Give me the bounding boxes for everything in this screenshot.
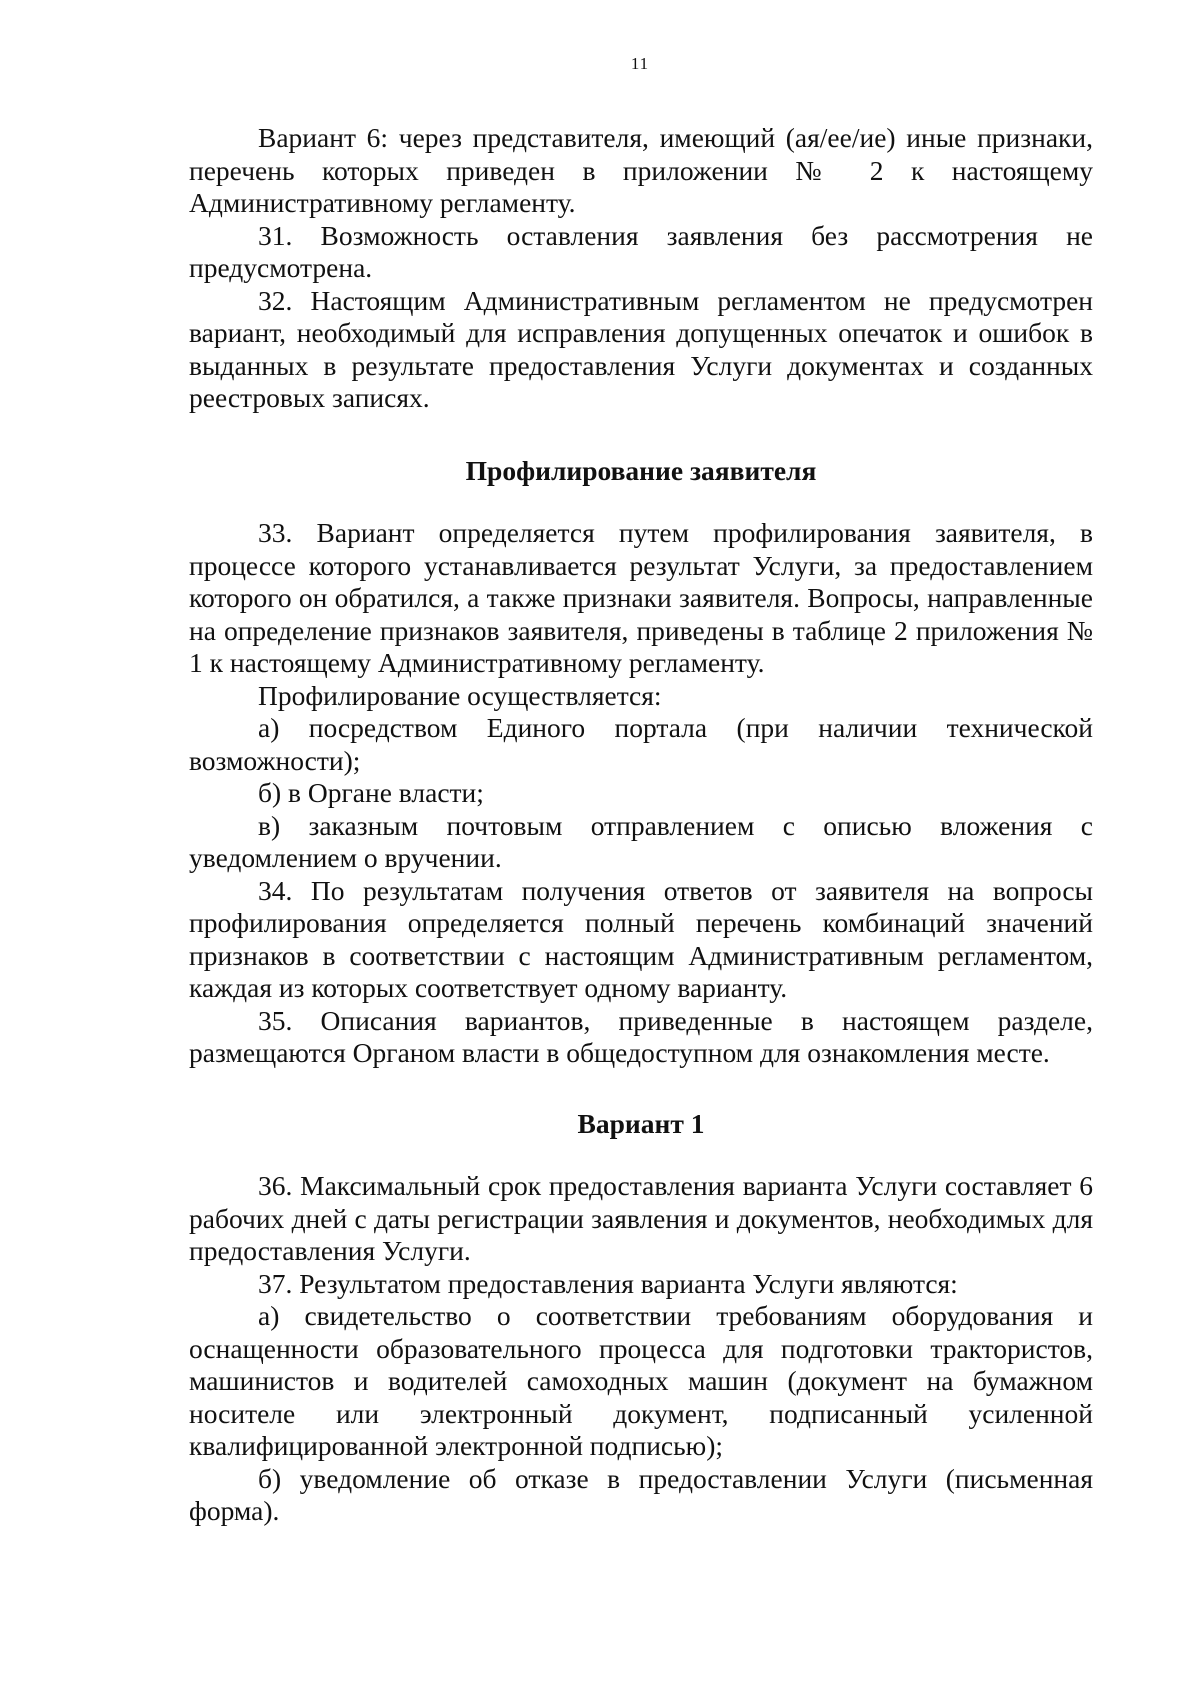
paragraph-37: 37. Результатом предоставления варианта Услуги являются: [258,1267,958,1299]
document-body [189,122,1093,1528]
section-heading-variant-1: Вариант 1 [577,1107,705,1139]
page-number: 11 [630,54,650,73]
list-item-c: в) заказным почтовым отправлением с описью вложения с уведомлением о вручении. [189,809,1093,873]
paragraph-35: 35. Описания вариантов, приведенные в настоящем разделе, размещаются Органом власти в общедоступном для ознакомления месте. [189,1004,1093,1068]
list-item-result-b: б) уведомление об отказе в предоставлении Услуги (письменная форма). [189,1462,1093,1526]
list-item-a: а) посредством Единого портала (при наличии технической возможности); [189,712,1093,776]
paragraph-36: 36. Максимальный срок предоставления варианта Услуги составляет 6 рабочих дней с даты регистрации заявления и документов, необходимых для предоставления Услуги. [189,1170,1093,1266]
list-item-b: б) в Органе власти; [258,777,484,808]
paragraph-profiling-intro: Профилирование осуществляется: [258,679,662,711]
section-heading-profiling: Профилирование заявителя [465,454,817,486]
paragraph-33: 33. Вариант определяется путем профилирования заявителя, в процессе которого устанавливается результат Услуги, за предоставлением которого он обратился, а также признаки заявителя. Вопросы, направленные на определение признаков заявителя, приведены в таблице 2 приложения № 1 к настоящему Административному регламенту. [189,517,1093,678]
paragraph-variant-6: Вариант 6: через представителя, имеющий (ая/ее/ие) иные признаки, перечень которых приведен в приложении № 2 к настоящему Административному регламенту. [189,122,1093,218]
paragraph-31: 31. Возможность оставления заявления без рассмотрения не предусмотрена. [189,219,1093,283]
list-item-result-a: а) свидетельство о соответствии требованиям оборудования и оснащенности образовательного процесса для подготовки трактористов, машинистов и водителей самоходных машин (документ на бумажном носителе или электронный документ, подписанный усиленной квалифицированной электронной подписью); [189,1300,1093,1461]
paragraph-32: 32. Настоящим Административным регламентом не предусмотрен вариант, необходимый для исправления допущенных опечаток и ошибок в выданных в результате предоставления Услуги документах и созданных реестровых записях. [189,284,1093,413]
paragraph-34: 34. По результатам получения ответов от заявителя на вопросы профилирования определяется полный перечень комбинаций значений признаков в соответствии с настоящим Административным регламентом, каждая из которых соответствует одному варианту. [189,874,1093,1003]
